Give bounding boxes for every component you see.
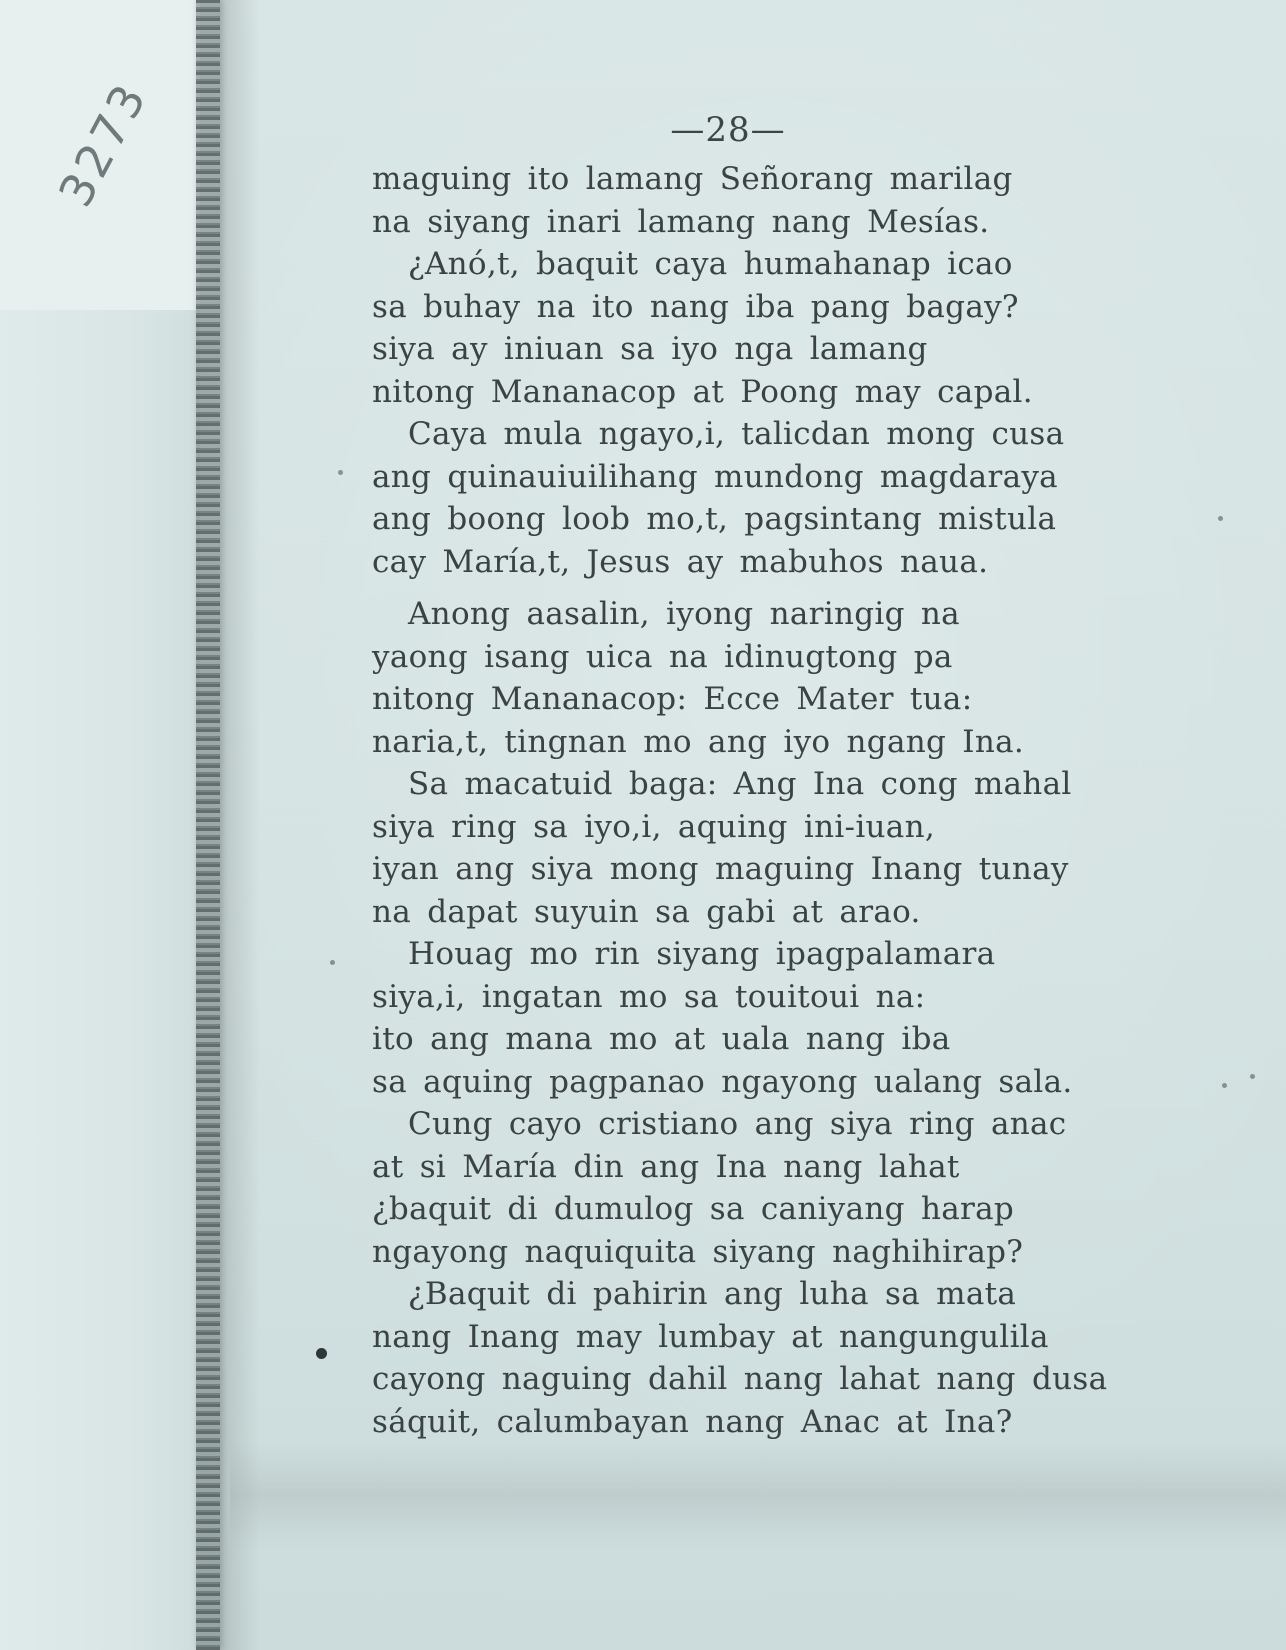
- text-line: ¿Anó,t, baquit caya humahanap icao: [408, 246, 1013, 282]
- text-line: nitong Mananacop: Ecce Mater tua:: [372, 681, 973, 717]
- text-line: cayong naguing dahil nang lahat nang dusa: [372, 1361, 1108, 1397]
- ink-speck: [330, 960, 335, 965]
- left-margin: [0, 0, 200, 1650]
- text-line: siya ay iniuan sa iyo nga lamang: [372, 331, 928, 367]
- ink-speck: [1250, 1074, 1255, 1079]
- text-line: na siyang inari lamang nang Mesías.: [372, 203, 990, 240]
- text-line: ang boong loob mo,t, pagsintang mistula: [372, 501, 1057, 537]
- scan-shading-band: [230, 1440, 1286, 1550]
- ink-speck: [1218, 516, 1223, 521]
- binding-shadow: [220, 0, 260, 1650]
- page-number: —28—: [670, 110, 786, 150]
- ink-speck: [1222, 1083, 1227, 1088]
- text-line: siya,i, ingatan mo sa touitoui na:: [372, 978, 926, 1015]
- text-line: sa aquing pagpanao ngayong ualang sala.: [372, 1063, 1073, 1100]
- text-line: yaong isang uica na idinugtong pa: [372, 638, 953, 675]
- text-line: ¿baquit di dumulog sa caniyang harap: [372, 1191, 1015, 1227]
- text-line: ¿Baquit di pahirin ang luha sa mata: [408, 1276, 1017, 1312]
- text-line: Caya mula ngayo,i, talicdan mong cusa: [408, 416, 1065, 452]
- text-line: maguing ito lamang Señorang marilag: [372, 161, 1013, 197]
- text-line: nang Inang may lumbay at nangungulila: [372, 1318, 1049, 1355]
- handwritten-margin-note: 3273: [48, 72, 159, 216]
- text-line: ang quinauiuilihang mundong magdaraya: [372, 458, 1058, 495]
- text-line: sa buhay na ito nang iba pang bagay?: [372, 288, 1019, 325]
- ink-speck: [338, 470, 343, 475]
- text-line: cay María,t, Jesus ay mabuhos naua.: [372, 543, 989, 580]
- text-line: Cung cayo cristiano ang siya ring anac: [408, 1106, 1067, 1142]
- text-line: iyan ang siya mong maguing Inang tunay: [372, 851, 1069, 887]
- text-line: at si María din ang Ina nang lahat: [372, 1148, 960, 1185]
- text-line: Houag mo rin siyang ipagpalamara: [408, 936, 996, 972]
- text-line: Sa macatuid baga: Ang Ina cong mahal: [408, 766, 1072, 802]
- margin-dot-mark: [316, 1348, 327, 1359]
- book-binding-edge: [196, 0, 220, 1650]
- text-line: ito ang mana mo at uala nang iba: [372, 1021, 951, 1057]
- text-line: siya ring sa iyo,i, aquing ini-iuan,: [372, 808, 936, 845]
- text-line: na dapat suyuin sa gabi at arao.: [372, 893, 921, 930]
- text-line: naria,t, tingnan mo ang iyo ngang Ina.: [372, 723, 1025, 760]
- text-line: Anong aasalin, iyong naringig na: [408, 596, 960, 632]
- poem-text-block: [372, 158, 1152, 1443]
- text-line: ngayong naquiquita siyang naghihirap?: [372, 1233, 1024, 1270]
- stanza-gap: [372, 583, 1152, 593]
- text-line: sáquit, calumbayan nang Anac at Ina?: [372, 1403, 1013, 1440]
- text-line: nitong Mananacop at Poong may capal.: [372, 373, 1033, 410]
